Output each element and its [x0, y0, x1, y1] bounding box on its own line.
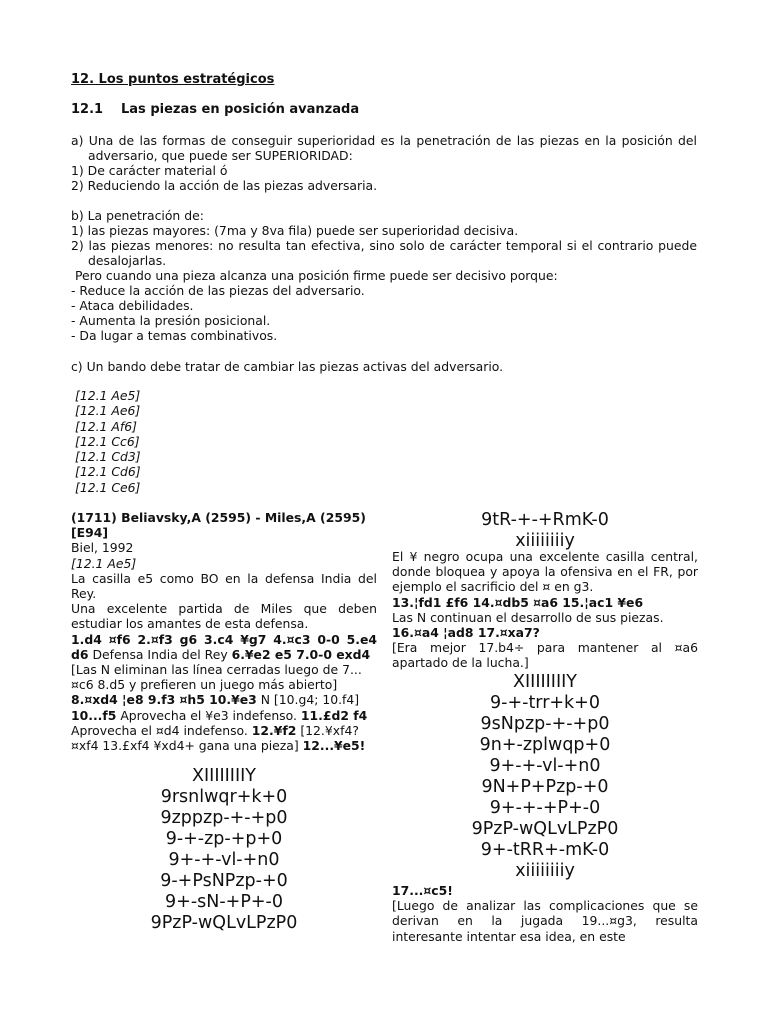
part-b-line: 2) las piezas menores: no resulta tan efectiva, sino solo de carácter temporal si el contrario puede desalojarlas. [71, 238, 697, 268]
annotation-paragraph: El ¥ negro ocupa una excelente casilla central, donde bloquea y apoya la ofensiva en el FR, por ejemplo el sacrificio del ¤ en g3. [392, 549, 698, 595]
move-text: 16.¤a4 ¦ad8 17.¤xa7? [392, 625, 540, 641]
game-annotation-right-bottom [392, 883, 698, 944]
game-ref: [12.1 Ae5] [71, 555, 137, 571]
diagram-row: 9rsnlwqr+k+0 [160, 787, 288, 807]
part-a-line: 1) De carácter material ó [71, 163, 228, 178]
diagram-row: XIIIIIIIIY [192, 766, 256, 786]
diagram-row: 9+-+-vl-+n0 [489, 756, 601, 776]
part-a-line: 2) Reduciendo la acción de las piezas adversaria. [71, 178, 378, 193]
chapter-title: 12. Los puntos estratégicos [71, 72, 275, 87]
part-c-line: c) Un bando debe tratar de cambiar las piezas activas del adversario. [71, 359, 504, 374]
game-annotation-left [71, 510, 377, 753]
section-number: 12.1 [71, 102, 104, 117]
part-b-line: - Aumenta la presión posicional. [71, 313, 271, 328]
comment-text: [12.¥xf4? ¤xf4 13.£xf4 ¥xd4+ gana una pieza] [71, 722, 359, 754]
part-a-line: a) Una de las formas de conseguir superioridad es la penetración de las piezas en la posición del adversario, que puede ser SUPERIORIDAD: [71, 133, 697, 163]
reference-item: [12.1 Ae5] [75, 388, 141, 403]
diagram-row: 9-+-zp-+p+0 [165, 829, 283, 849]
moves-paragraph [71, 723, 377, 753]
part-a [71, 133, 697, 193]
reference-item: [12.1 Ae6] [75, 403, 141, 419]
move-text: 17...¤c5! [392, 883, 453, 898]
chess-diagram-right [392, 672, 698, 882]
comment-paragraph: [Era mejor 17.b4÷ para mantener al ¤a6 apartado de la lucha.] [392, 640, 698, 671]
comment-text: Defensa India del Rey [88, 646, 232, 662]
move-text: 10...f5 [71, 707, 117, 723]
moves-paragraph [71, 692, 377, 722]
part-b-line: - Ataca debilidades. [71, 298, 194, 313]
diagram-row: 9PzP-wQLvLPzP0 [150, 913, 298, 933]
annotation-paragraph: Una excelente partida de Miles que deben estudiar los amantes de esta defensa. [71, 601, 377, 632]
reference-item: [12.1 Af6] [75, 418, 137, 434]
diagram-row: 9+-+-vl-+n0 [168, 850, 280, 870]
diagram-row: 9sNpzp-+-+p0 [480, 714, 610, 734]
game-header: (1711) Beliavsky,A (2595) - Miles,A (2595) [E94] [71, 510, 366, 541]
diagram-row: xiiiiiiiiy [515, 861, 575, 881]
chess-diagram-continued [392, 510, 698, 552]
part-b-line: 1) las piezas mayores: (7ma y 8va fila) puede ser superioridad decisiva. [71, 223, 519, 238]
move-text: 8.¤xd4 ¦e8 9.f3 ¤h5 10.¥e3 [71, 692, 257, 708]
diagram-row: 9+-tRR+-mK-0 [480, 840, 610, 860]
reference-item: [12.1 Cd6] [75, 464, 141, 480]
reference-item: [12.1 Cd3] [75, 449, 141, 465]
diagram-row: 9n+-zplwqp+0 [479, 735, 611, 755]
move-text: 11.£d2 f4 [300, 707, 368, 723]
diagram-row: xiiiiiiiiy [515, 531, 575, 551]
diagram-row: 9tR-+-+RmK-0 [481, 510, 609, 530]
part-b-line: - Reduce la acción de las piezas del adversario. [71, 283, 365, 298]
diagram-row: 9+-sN-+P+-0 [165, 892, 283, 912]
move-text: 12...¥e5! [302, 738, 366, 754]
comment-paragraph: [Luego de analizar las complicaciones que se derivan en la jugada 19...¤g3, resulta interesante intentar esa idea, en este [392, 898, 698, 944]
move-text: 6.¥e2 e5 7.0-0 exd4 [231, 646, 371, 662]
section-text: Las piezas en posición avanzada [121, 102, 360, 117]
move-text: 1.d4 ¤f6 2.¤f3 g6 3.c4 ¥g7 4.¤c3 0-0 5.e4 d6 [71, 631, 377, 662]
comment-text: N [10.g4; 10.f4] [256, 692, 360, 708]
annotation-paragraph: Las N continuan el desarrollo de sus piezas. [392, 609, 664, 625]
moves-paragraph [71, 632, 377, 662]
diagram-row: 9-+-trr+k+0 [490, 693, 600, 713]
game-annotation-right [392, 549, 698, 671]
diagram-row: 9+-+-+P+-0 [489, 798, 601, 818]
game-event: Biel, 1992 [71, 540, 134, 556]
part-b-line: Pero cuando una pieza alcanza una posición firme puede ser decisivo porque: [71, 268, 558, 283]
part-b [71, 208, 697, 343]
part-b-line: - Da lugar a temas combinativos. [71, 328, 278, 343]
reference-item: [12.1 Cc6] [75, 433, 140, 449]
reference-list [75, 388, 141, 495]
diagram-row: 9zppzp-+-+p0 [160, 808, 288, 828]
move-text: 13.¦fd1 £f6 14.¤db5 ¤a6 15.¦ac1 ¥e6 [392, 594, 644, 610]
diagram-row: 9-+PsNPzp-+0 [160, 871, 288, 891]
comment-text: Aprovecha el ¥e3 indefenso. [116, 707, 301, 723]
diagram-row: 9N+P+Pzp-+0 [481, 777, 609, 797]
section-title [71, 102, 359, 117]
diagram-row: XIIIIIIIIY [513, 672, 577, 692]
move-text: 12.¥f2 [251, 722, 297, 738]
diagram-row: 9PzP-wQLvLPzP0 [471, 819, 619, 839]
annotation-paragraph: La casilla e5 como BO en la defensa India del Rey. [71, 570, 377, 602]
comment-text: Aprovecha el ¤d4 indefenso. [71, 722, 252, 738]
part-b-line: b) La penetración de: [71, 208, 204, 223]
chess-diagram-left [71, 766, 377, 934]
part-c [71, 359, 697, 374]
comment-paragraph: [Las N eliminan las línea cerradas luego de 7...¤c6 8.d5 y prefieren un juego más abierto] [71, 662, 362, 693]
reference-item: [12.1 Ce6] [75, 479, 141, 495]
